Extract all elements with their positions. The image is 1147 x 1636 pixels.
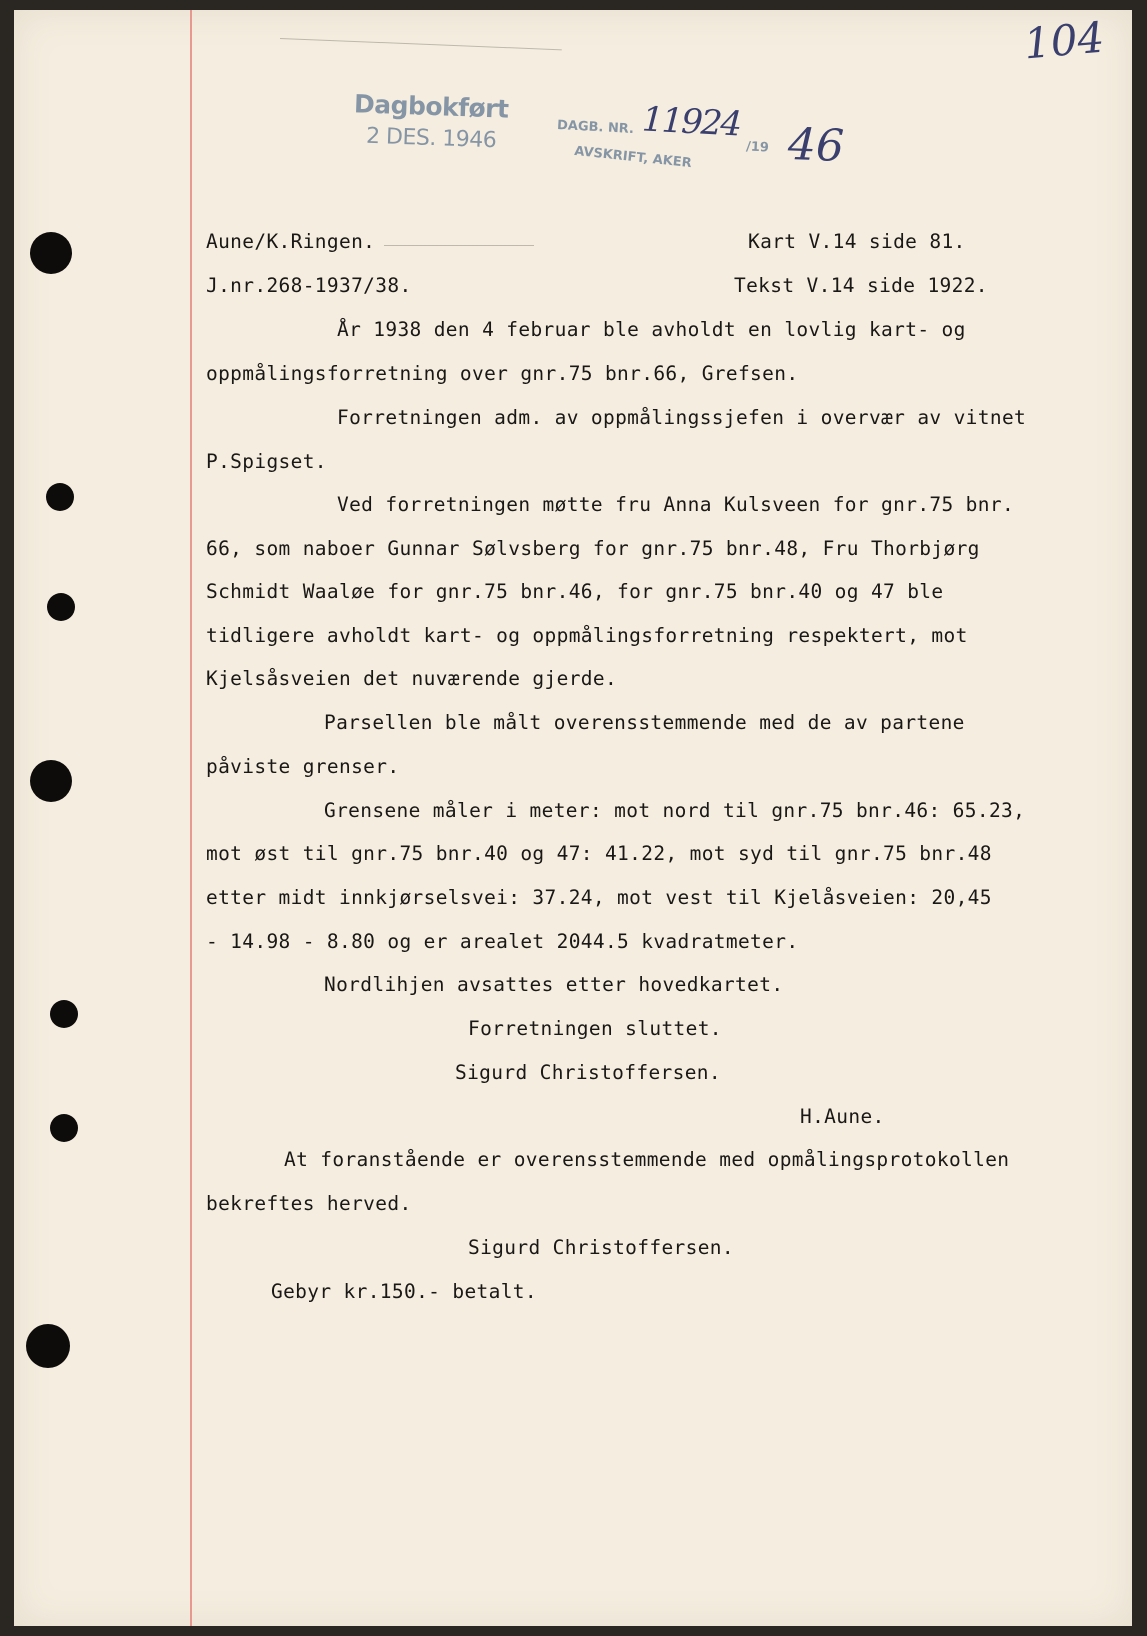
journal-number: J.nr.268-1937/38. [206, 274, 412, 297]
header-rule [384, 245, 534, 246]
punch-hole [50, 1114, 78, 1142]
body-line: Schmidt Waaløe for gnr.75 bnr.46, for gnr.75 bnr.40 og 47 ble [206, 580, 944, 603]
body-line: mot øst til gnr.75 bnr.40 og 47: 41.22, mot syd til gnr.75 bnr.48 [206, 842, 992, 865]
case-name: Aune/K.Ringen. [206, 230, 376, 253]
page-number: 104 [1022, 12, 1107, 69]
punch-hole [30, 760, 72, 802]
body-line: Forretningen adm. av oppmålingssjefen i overvær av vitnet [337, 406, 1027, 429]
punch-hole [50, 1000, 78, 1028]
body-line: Kjelsåsveien det nuværende gjerde. [206, 667, 618, 690]
body-line: Ved forretningen møtte fru Anna Kulsveen for gnr.75 bnr. [337, 493, 1015, 516]
year-prefix: /19 [745, 139, 770, 156]
body-line: oppmålingsforretning over gnr.75 bnr.66, Grefsen. [206, 362, 799, 385]
body-line: P.Spigset. [206, 450, 327, 473]
punch-hole [47, 593, 75, 621]
avskrift-stamp: AVSKRIFT, AKER [573, 143, 693, 172]
body-line: tidligere avholdt kart- og oppmålingsforretning respektert, mot [206, 624, 968, 647]
body-line: Nordlihjen avsattes etter hovedkartet. [324, 973, 784, 996]
signature-line: Sigurd Christoffersen. [468, 1236, 734, 1259]
map-reference: Kart V.14 side 81. [748, 230, 966, 253]
year-value: 46 [787, 119, 845, 172]
body-line: Grensene måler i meter: mot nord til gnr.75 bnr.46: 65.23, [324, 799, 1026, 822]
dagb-nr-label: DAGB. NR. [556, 117, 635, 138]
body-line: År 1938 den 4 februar ble avholdt en lovlig kart- og [337, 318, 966, 341]
body-line: - 14.98 - 8.80 og er arealet 2044.5 kvadratmeter. [206, 930, 799, 953]
body-line: 66, som naboer Gunnar Sølvsberg for gnr.75 bnr.48, Fru Thorbjørg [206, 537, 980, 560]
body-line: Forretningen sluttet. [468, 1017, 722, 1040]
fee-line: Gebyr kr.150.- betalt. [271, 1280, 537, 1303]
punch-hole [26, 1324, 70, 1368]
body-line: At foranstående er overensstemmende med opmålingsprotokollen [284, 1148, 1010, 1171]
body-line: Parsellen ble målt overensstemmende med de av partene [324, 711, 965, 734]
signature-line: H.Aune. [800, 1105, 885, 1128]
top-rule [280, 38, 562, 50]
text-reference: Tekst V.14 side 1922. [734, 274, 988, 297]
body-line: bekreftes herved. [206, 1192, 412, 1215]
body-line: påviste grenser. [206, 755, 400, 778]
body-line: etter midt innkjørselsvei: 37.24, mot vest til Kjelåsveien: 20,45 [206, 886, 992, 909]
signature-line: Sigurd Christoffersen. [455, 1061, 721, 1084]
dagbokfort-stamp: Dagbokført [353, 89, 510, 124]
margin-line [190, 10, 192, 1626]
stamp-date: 2 DES. 1946 [365, 123, 497, 154]
punch-hole [30, 232, 72, 274]
punch-hole [46, 483, 74, 511]
dagb-nr-value: 11924 [641, 99, 742, 145]
document-page [14, 10, 1132, 1626]
